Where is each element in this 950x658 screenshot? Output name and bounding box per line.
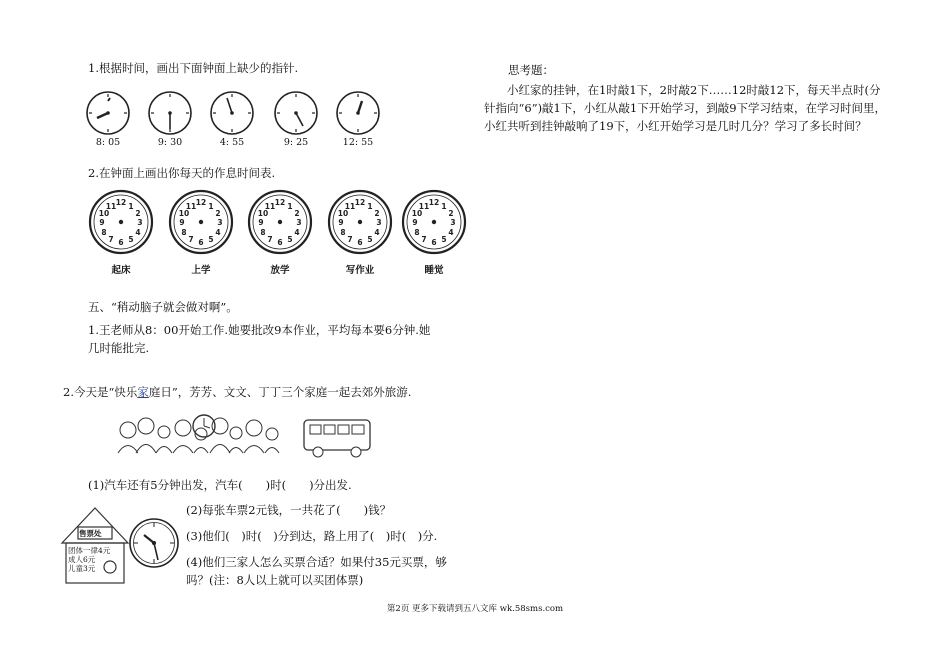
q1-clock-label: 8: 05 [95,137,121,148]
svg-text:3: 3 [376,218,382,227]
q1-clock-label: 9: 30 [157,137,183,148]
q2-clock-label: 上学 [191,265,211,276]
svg-text:5: 5 [287,235,293,244]
svg-text:10: 10 [411,209,423,218]
clock-icon [170,191,232,253]
svg-text:2: 2 [215,209,221,218]
thinking-body: 小红家的挂钟，在1时敲1下，2时敲2下……12时敲12下，每天半点时(分针指向“6”)敲1下，小红从敲1下开始学习，到敲9下学习结束，在学习时间里，小红共听到挂钟敲响了19下，小红开始学习是几时几分？学习了多长时间？ [484,83,887,133]
svg-text:5: 5 [441,235,447,244]
svg-text:4: 4 [215,228,221,237]
svg-text:12: 12 [354,198,366,207]
svg-text:11: 11 [185,202,197,211]
svg-text:2: 2 [448,209,454,218]
svg-text:9: 9 [412,218,418,227]
clock-icon [329,191,391,253]
svg-text:3: 3 [217,218,223,227]
svg-text:8: 8 [181,228,187,237]
q1-clock-label: 9: 25 [283,137,309,148]
svg-text:11: 11 [264,202,276,211]
booth-price-adult: 成人6元 [68,555,96,564]
svg-text:2: 2 [374,209,380,218]
svg-text:10: 10 [257,209,269,218]
svg-text:3: 3 [296,218,302,227]
arrival-clock-svg [128,517,180,569]
booth-price-list [68,546,110,573]
svg-text:8: 8 [414,228,420,237]
clock-icon [403,191,465,253]
svg-text:8: 8 [101,228,107,237]
svg-text:1: 1 [208,202,214,211]
section5-problem2 [63,384,411,401]
svg-text:7: 7 [421,235,427,244]
svg-text:12: 12 [115,198,127,207]
svg-text:3: 3 [137,218,143,227]
svg-text:12: 12 [428,198,440,207]
svg-text:6: 6 [431,238,437,247]
family-bus-svg [108,408,378,463]
q2-clock-label: 起床 [111,265,131,276]
svg-text:6: 6 [118,238,124,247]
svg-text:12: 12 [195,198,207,207]
svg-text:1: 1 [441,202,447,211]
problem2-text-pre: 2.今天是“快乐 [63,385,138,399]
section5-question2: (2)每张车票2元钱，一共花了( )钱？ [186,503,392,517]
clock-icon [337,92,379,134]
svg-text:11: 11 [105,202,117,211]
section5-question4-line2: 吗？(注：8人以上就可以买团体票) [186,573,364,587]
ticket-booth-svg [60,505,130,585]
clock-icon [249,191,311,253]
family-bus-illustration [108,408,378,467]
svg-text:7: 7 [267,235,273,244]
svg-text:7: 7 [347,235,353,244]
section5-title: 五、“稍动脑子就会做对啊”。 [88,300,238,314]
clock-icon [87,92,129,134]
thinking-title: 思考题： [508,63,554,77]
problem2-text-post: 庭日”，芳芳、文文、丁丁三个家庭一起去郊外旅游. [148,385,412,399]
svg-text:6: 6 [357,238,363,247]
svg-text:8: 8 [340,228,346,237]
q2-clocks-svg [84,189,474,259]
svg-text:10: 10 [98,209,110,218]
q2-clock-label: 放学 [270,265,290,276]
q1-title: 1.根据时间，画出下面钟面上缺少的指针. [88,61,299,75]
q2-clock-label: 写作业 [345,265,375,276]
svg-text:1: 1 [287,202,293,211]
clock-icon [149,92,191,134]
section5-problem1-line1: 1.王老师从8：00开始工作.她要批改9本作业，平均每本要6分钟.她 [88,323,431,337]
svg-text:9: 9 [258,218,264,227]
svg-text:10: 10 [337,209,349,218]
svg-text:4: 4 [294,228,300,237]
booth-price-child: 儿童3元 [68,564,96,573]
q2-title: 2.在钟面上画出你每天的作息时间表. [88,166,276,180]
svg-text:4: 4 [374,228,380,237]
svg-text:7: 7 [188,235,194,244]
svg-text:1: 1 [367,202,373,211]
clock-icon [90,191,152,253]
section5-question1: (1)汽车还有5分钟出发，汽车( )时( )分出发. [88,478,352,492]
svg-text:7: 7 [108,235,114,244]
svg-text:10: 10 [178,209,190,218]
svg-text:2: 2 [294,209,300,218]
q2-clock-row [84,189,474,263]
svg-text:5: 5 [367,235,373,244]
bus-icon [304,420,370,457]
arrival-clock [128,517,180,573]
page-footer: 第2页 更多下载请到五八文库 wk.58sms.com [386,604,564,614]
booth-price-group: 团体一律4元 [68,546,111,555]
section5-question4-line1: (4)他们三家人怎么买票合适？如果付35元买票，够 [186,555,447,569]
q2-clock-label: 睡觉 [424,265,444,276]
clock-icon [130,519,178,567]
svg-text:1: 1 [128,202,134,211]
svg-text:5: 5 [128,235,134,244]
svg-text:8: 8 [260,228,266,237]
section5-problem1-line2: 几时能批完. [88,341,150,355]
svg-text:9: 9 [179,218,185,227]
svg-text:9: 9 [338,218,344,227]
svg-text:9: 9 [99,218,105,227]
section5-question3: (3)他们( )时( )分到达，路上用了( )时( )分. [186,529,438,543]
svg-text:4: 4 [448,228,454,237]
svg-text:6: 6 [198,238,204,247]
svg-text:4: 4 [135,228,141,237]
svg-text:5: 5 [208,235,214,244]
q1-clock-label: 4: 55 [219,137,245,148]
clock-icon [211,92,253,134]
svg-text:11: 11 [418,202,430,211]
clock-icon [275,92,317,134]
booth-title: 售票处 [79,529,102,538]
svg-text:12: 12 [274,198,286,207]
q1-clock-label: 12: 55 [342,137,374,148]
problem2-link[interactable]: 家 [137,385,149,399]
svg-text:6: 6 [277,238,283,247]
svg-text:2: 2 [135,209,141,218]
svg-text:3: 3 [450,218,456,227]
svg-text:11: 11 [344,202,356,211]
